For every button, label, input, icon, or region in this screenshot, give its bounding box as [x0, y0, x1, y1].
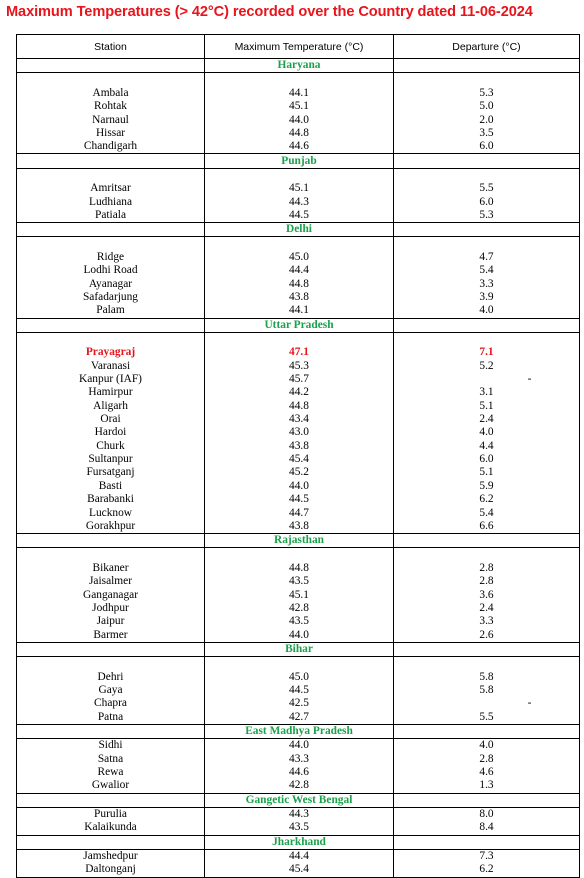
empty-cell	[17, 59, 205, 73]
departure-cell: 7.1	[394, 346, 580, 359]
departure-cell: 5.5	[394, 182, 580, 195]
table-row	[17, 628, 580, 642]
station-cell: Gorakhpur	[17, 520, 205, 534]
spacer-row	[17, 73, 580, 87]
max-temp-cell: 42.8	[205, 779, 394, 793]
table-row	[17, 127, 580, 140]
empty-cell	[17, 154, 205, 168]
station-cell: Hardoi	[17, 426, 205, 439]
max-temp-cell: 45.1	[205, 588, 394, 601]
station-cell: Chapra	[17, 697, 205, 710]
empty-cell	[205, 332, 394, 346]
table-row	[17, 466, 580, 479]
station-cell: Sultanpur	[17, 453, 205, 466]
region-header-row	[17, 318, 580, 332]
empty-cell	[394, 73, 580, 87]
station-cell: Ganganagar	[17, 588, 205, 601]
empty-cell	[17, 657, 205, 671]
table-row	[17, 849, 580, 863]
station-cell: Amritsar	[17, 182, 205, 195]
table-row	[17, 278, 580, 291]
region-name: Delhi	[205, 223, 394, 237]
empty-cell	[17, 223, 205, 237]
table-row	[17, 113, 580, 126]
station-cell: Purulia	[17, 807, 205, 821]
empty-cell	[17, 534, 205, 548]
table-row	[17, 140, 580, 154]
departure-cell: -	[394, 697, 580, 710]
station-cell: Ludhiana	[17, 195, 205, 208]
station-cell: Daltonganj	[17, 863, 205, 877]
table-row	[17, 400, 580, 413]
spacer-row	[17, 237, 580, 251]
max-temp-cell: 45.3	[205, 360, 394, 373]
departure-cell: 2.8	[394, 575, 580, 588]
max-temp-cell: 42.5	[205, 697, 394, 710]
station-cell: Kalaikunda	[17, 821, 205, 835]
table-row	[17, 209, 580, 223]
departure-cell: 6.0	[394, 453, 580, 466]
max-temp-cell: 44.4	[205, 849, 394, 863]
table-row	[17, 304, 580, 318]
max-temp-cell: 44.7	[205, 506, 394, 519]
station-cell: Ayanagar	[17, 278, 205, 291]
column-header-station: Station	[17, 35, 205, 59]
departure-cell: 2.6	[394, 628, 580, 642]
departure-cell: 4.0	[394, 739, 580, 753]
station-cell: Gaya	[17, 684, 205, 697]
empty-cell	[394, 835, 580, 849]
departure-cell: 5.4	[394, 506, 580, 519]
station-cell: Lucknow	[17, 506, 205, 519]
max-temp-cell: 45.0	[205, 670, 394, 683]
max-temp-cell: 43.8	[205, 291, 394, 304]
departure-cell: 4.6	[394, 766, 580, 779]
table-row	[17, 711, 580, 725]
departure-cell: 2.8	[394, 562, 580, 575]
empty-cell	[17, 168, 205, 182]
empty-cell	[394, 657, 580, 671]
table-row	[17, 739, 580, 753]
departure-cell: 3.3	[394, 278, 580, 291]
max-temp-cell: 44.1	[205, 87, 394, 100]
empty-cell	[17, 73, 205, 87]
departure-cell: 3.9	[394, 291, 580, 304]
max-temp-cell: 42.7	[205, 711, 394, 725]
station-cell: Rohtak	[17, 100, 205, 113]
empty-cell	[17, 332, 205, 346]
departure-cell: 8.4	[394, 821, 580, 835]
station-cell: Ridge	[17, 251, 205, 264]
station-cell: Barabanki	[17, 493, 205, 506]
empty-cell	[17, 793, 205, 807]
region-header-row	[17, 835, 580, 849]
max-temp-cell: 43.0	[205, 426, 394, 439]
max-temp-cell: 44.1	[205, 304, 394, 318]
spacer-row	[17, 168, 580, 182]
departure-cell: 5.1	[394, 466, 580, 479]
table-row	[17, 373, 580, 386]
empty-cell	[394, 168, 580, 182]
departure-cell: 2.0	[394, 113, 580, 126]
departure-cell: 2.4	[394, 602, 580, 615]
station-cell: Rewa	[17, 766, 205, 779]
table-row	[17, 575, 580, 588]
region-name: Punjab	[205, 154, 394, 168]
region-name: Gangetic West Bengal	[205, 793, 394, 807]
table-row	[17, 440, 580, 453]
empty-cell	[394, 332, 580, 346]
departure-cell: 5.5	[394, 711, 580, 725]
region-header-row	[17, 154, 580, 168]
max-temp-cell: 45.1	[205, 182, 394, 195]
station-cell: Jodhpur	[17, 602, 205, 615]
max-temp-cell: 44.0	[205, 113, 394, 126]
empty-cell	[394, 223, 580, 237]
empty-cell	[17, 835, 205, 849]
departure-cell: 5.3	[394, 209, 580, 223]
max-temp-cell: 44.6	[205, 766, 394, 779]
table-row	[17, 766, 580, 779]
empty-cell	[394, 59, 580, 73]
station-cell: Ambala	[17, 87, 205, 100]
station-cell: Barmer	[17, 628, 205, 642]
table-row	[17, 506, 580, 519]
empty-cell	[205, 237, 394, 251]
table-row	[17, 520, 580, 534]
max-temp-cell: 44.8	[205, 562, 394, 575]
station-cell: Chandigarh	[17, 140, 205, 154]
table-row	[17, 863, 580, 877]
max-temp-cell: 43.8	[205, 440, 394, 453]
table-header-row	[17, 35, 580, 59]
departure-cell: -	[394, 373, 580, 386]
max-temp-cell: 44.0	[205, 628, 394, 642]
region-name: Uttar Pradesh	[205, 318, 394, 332]
max-temp-cell: 43.8	[205, 520, 394, 534]
departure-cell: 2.8	[394, 753, 580, 766]
temperature-table	[16, 34, 580, 878]
station-cell: Safadarjung	[17, 291, 205, 304]
max-temp-cell: 44.2	[205, 386, 394, 399]
table-row	[17, 753, 580, 766]
departure-cell: 8.0	[394, 807, 580, 821]
departure-cell: 4.7	[394, 251, 580, 264]
max-temp-cell: 44.6	[205, 140, 394, 154]
station-cell: Hissar	[17, 127, 205, 140]
empty-cell	[394, 154, 580, 168]
station-cell: Varanasi	[17, 360, 205, 373]
station-cell: Gwalior	[17, 779, 205, 793]
departure-cell: 6.2	[394, 863, 580, 877]
table-row	[17, 684, 580, 697]
table-row	[17, 291, 580, 304]
max-temp-cell: 44.4	[205, 264, 394, 277]
table-row	[17, 493, 580, 506]
max-temp-cell: 45.0	[205, 251, 394, 264]
region-name: Jharkhand	[205, 835, 394, 849]
station-cell: Jaipur	[17, 615, 205, 628]
station-cell: Patna	[17, 711, 205, 725]
station-cell: Basti	[17, 480, 205, 493]
station-cell: Lodhi Road	[17, 264, 205, 277]
table-row	[17, 480, 580, 493]
empty-cell	[205, 168, 394, 182]
empty-cell	[205, 73, 394, 87]
max-temp-cell: 45.2	[205, 466, 394, 479]
max-temp-cell: 45.4	[205, 863, 394, 877]
station-cell: Prayagraj	[17, 346, 205, 359]
departure-cell: 6.2	[394, 493, 580, 506]
table-row	[17, 360, 580, 373]
station-cell: Hamirpur	[17, 386, 205, 399]
max-temp-cell: 42.8	[205, 602, 394, 615]
table-body	[17, 59, 580, 878]
table-row	[17, 426, 580, 439]
empty-cell	[17, 548, 205, 562]
departure-cell: 5.2	[394, 360, 580, 373]
empty-cell	[17, 237, 205, 251]
empty-cell	[205, 548, 394, 562]
station-cell: Narnaul	[17, 113, 205, 126]
max-temp-cell: 43.4	[205, 413, 394, 426]
station-cell: Jamshedpur	[17, 849, 205, 863]
departure-cell: 2.4	[394, 413, 580, 426]
table-row	[17, 807, 580, 821]
max-temp-cell: 43.3	[205, 753, 394, 766]
table-row	[17, 100, 580, 113]
empty-cell	[17, 724, 205, 738]
spacer-row	[17, 548, 580, 562]
departure-cell: 6.0	[394, 195, 580, 208]
region-header-row	[17, 724, 580, 738]
table-row	[17, 195, 580, 208]
region-name: East Madhya Pradesh	[205, 724, 394, 738]
station-cell: Fursatganj	[17, 466, 205, 479]
column-header-departure: Departure (°C)	[394, 35, 580, 59]
spacer-row	[17, 657, 580, 671]
max-temp-cell: 45.1	[205, 100, 394, 113]
max-temp-cell: 44.0	[205, 480, 394, 493]
departure-cell: 6.0	[394, 140, 580, 154]
region-name: Haryana	[205, 59, 394, 73]
table-row	[17, 670, 580, 683]
table-row	[17, 346, 580, 359]
departure-cell: 6.6	[394, 520, 580, 534]
max-temp-cell: 44.5	[205, 209, 394, 223]
spacer-row	[17, 332, 580, 346]
empty-cell	[394, 724, 580, 738]
region-name: Rajasthan	[205, 534, 394, 548]
departure-cell: 5.1	[394, 400, 580, 413]
departure-cell: 3.1	[394, 386, 580, 399]
region-header-row	[17, 223, 580, 237]
departure-cell: 1.3	[394, 779, 580, 793]
station-cell: Churk	[17, 440, 205, 453]
max-temp-cell: 45.4	[205, 453, 394, 466]
page-title: Maximum Temperatures (> 42°C) recorded over the Country dated 11-06-2024	[6, 4, 533, 20]
max-temp-cell: 43.5	[205, 821, 394, 835]
station-cell: Dehri	[17, 670, 205, 683]
departure-cell: 4.0	[394, 426, 580, 439]
max-temp-cell: 47.1	[205, 346, 394, 359]
table-row	[17, 615, 580, 628]
departure-cell: 3.5	[394, 127, 580, 140]
region-header-row	[17, 793, 580, 807]
max-temp-cell: 45.7	[205, 373, 394, 386]
max-temp-cell: 43.5	[205, 615, 394, 628]
departure-cell: 5.8	[394, 670, 580, 683]
empty-cell	[394, 534, 580, 548]
max-temp-cell: 44.8	[205, 278, 394, 291]
table-row	[17, 251, 580, 264]
departure-cell: 4.4	[394, 440, 580, 453]
region-header-row	[17, 534, 580, 548]
departure-cell: 7.3	[394, 849, 580, 863]
max-temp-cell: 44.0	[205, 739, 394, 753]
departure-cell: 3.3	[394, 615, 580, 628]
departure-cell: 5.9	[394, 480, 580, 493]
station-cell: Sidhi	[17, 739, 205, 753]
max-temp-cell: 44.5	[205, 684, 394, 697]
table-row	[17, 602, 580, 615]
table-row	[17, 386, 580, 399]
empty-cell	[394, 548, 580, 562]
departure-cell: 5.8	[394, 684, 580, 697]
table-row	[17, 588, 580, 601]
max-temp-cell: 44.3	[205, 195, 394, 208]
max-temp-cell: 44.3	[205, 807, 394, 821]
station-cell: Jaisalmer	[17, 575, 205, 588]
table-row	[17, 697, 580, 710]
departure-cell: 5.0	[394, 100, 580, 113]
table-row	[17, 182, 580, 195]
max-temp-cell: 44.5	[205, 493, 394, 506]
empty-cell	[394, 318, 580, 332]
empty-cell	[205, 657, 394, 671]
empty-cell	[394, 793, 580, 807]
station-cell: Aligarh	[17, 400, 205, 413]
station-cell: Satna	[17, 753, 205, 766]
station-cell: Palam	[17, 304, 205, 318]
table-row	[17, 413, 580, 426]
station-cell: Kanpur (IAF)	[17, 373, 205, 386]
empty-cell	[394, 237, 580, 251]
table-row	[17, 264, 580, 277]
empty-cell	[17, 642, 205, 656]
table-row	[17, 779, 580, 793]
region-name: Bihar	[205, 642, 394, 656]
max-temp-cell: 44.8	[205, 400, 394, 413]
table-row	[17, 821, 580, 835]
station-cell: Bikaner	[17, 562, 205, 575]
region-header-row	[17, 642, 580, 656]
region-header-row	[17, 59, 580, 73]
departure-cell: 4.0	[394, 304, 580, 318]
station-cell: Patiala	[17, 209, 205, 223]
station-cell: Orai	[17, 413, 205, 426]
empty-cell	[17, 318, 205, 332]
departure-cell: 3.6	[394, 588, 580, 601]
column-header-max-temp: Maximum Temperature (°C)	[205, 35, 394, 59]
table-row	[17, 453, 580, 466]
max-temp-cell: 44.8	[205, 127, 394, 140]
max-temp-cell: 43.5	[205, 575, 394, 588]
table-row	[17, 562, 580, 575]
departure-cell: 5.4	[394, 264, 580, 277]
departure-cell: 5.3	[394, 87, 580, 100]
table-row	[17, 87, 580, 100]
empty-cell	[394, 642, 580, 656]
